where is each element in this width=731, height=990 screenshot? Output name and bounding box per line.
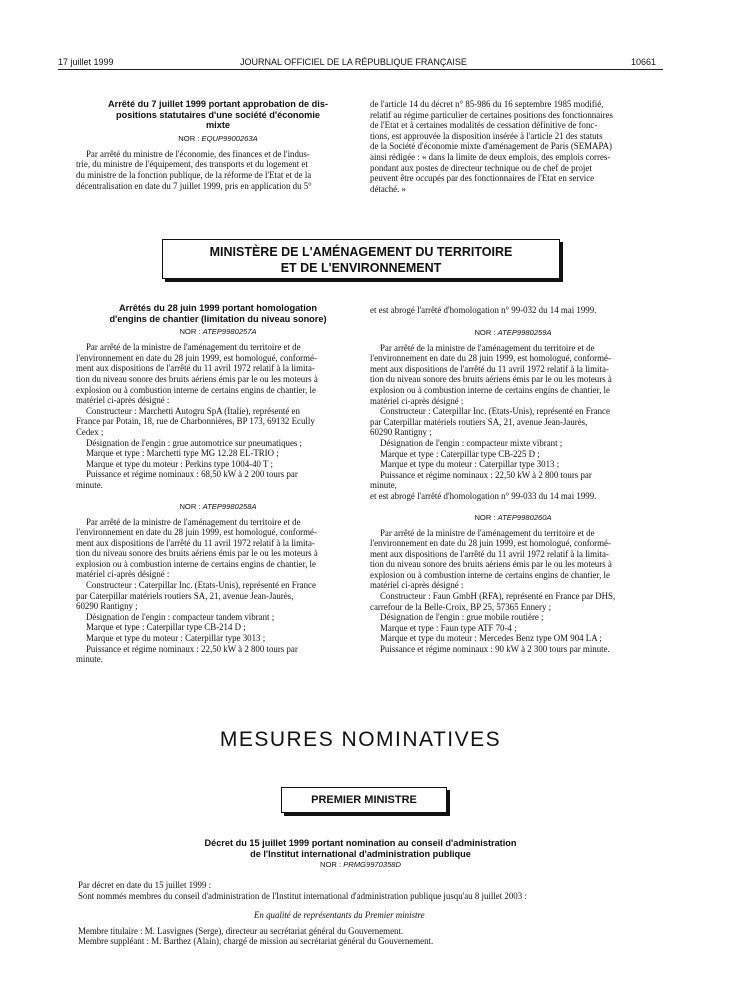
- text-line: matériel ci-après désigné :: [370, 580, 464, 591]
- text-line: de l'article 14 du décret n° 85-986 du 16 septembre 1985 modifié,: [370, 99, 604, 109]
- text-line: l'environnement en date du 28 juin 1999, est homologué, conformé-: [76, 352, 317, 363]
- decret-line-1: Par décret en date du 15 juillet 1999 :: [78, 880, 212, 890]
- homologation-left-column: [76, 303, 360, 665]
- text-line: Désignation de l'engin : compacteur mixte vibrant ;: [380, 437, 563, 448]
- text-line: Désignation de l'engin : grue automotrice sur pneumatiques ;: [86, 437, 303, 448]
- text-line: Cedex ;: [76, 426, 104, 437]
- text-line: l'environnement en date du 28 juin 1999, est homologué, conformé-: [370, 353, 611, 364]
- text-line: de la Société d'économie mixte d'aménagement de Paris (SEMAPA): [370, 141, 612, 152]
- text-line: Puissance et régime nominaux : 90 kW à 2 300 tours par minute.: [380, 644, 610, 655]
- arrete-semapa-left: [76, 99, 360, 191]
- text-line: du ministre de la fonction publique, de la réforme de l'Etat et de la: [76, 169, 312, 180]
- text-line: Marque et type : Marchetti type MG 12.28 EL-TRIO ;: [86, 448, 279, 459]
- header-journal-title: JOURNAL OFFICIEL DE LA RÉPUBLIQUE FRANÇAISE: [240, 57, 467, 67]
- text-line: de l'Etat et à certaines modalités de cessation définitive de fonc-: [370, 120, 598, 131]
- text-line: tion du niveau sonore des bruits aériens émis par le ou les moteurs à: [370, 559, 612, 570]
- homologation-nor-259: NOR : ATEP9980259A: [474, 327, 552, 337]
- text-line: ment aux dispositions de l'arrêté du 11 avril 1972 relatif à la limita-: [370, 548, 609, 559]
- decret-subheading: En qualité de représentants du Premier ministre: [254, 910, 425, 921]
- text-line: Par arrêté du ministre de l'économie, des finances et de l'indus-: [86, 148, 310, 159]
- text-line: ment aux dispositions de l'arrêté du 11 avril 1972 relatif à la limita-: [370, 363, 609, 374]
- text-line: Constructeur : Marchetti Autogru SpA (Italie), représenté en: [86, 405, 300, 416]
- text-line: Constructeur : Faun GmbH (RFA), représenté en France par DHS,: [380, 591, 616, 602]
- header-date: 17 juillet 1999: [58, 57, 114, 67]
- homologation-nor-257: NOR : ATEP9980257A: [179, 327, 257, 337]
- nor-code: ATEP9980258A: [202, 501, 257, 511]
- text-line: ment aux dispositions de l'arrêté du 11 avril 1972 relatif à la limita-: [76, 537, 315, 548]
- homologation-right-column: [370, 305, 656, 655]
- homologation-nor-260: NOR : ATEP9980260A: [474, 512, 552, 522]
- text-line: Constructeur : Caterpillar Inc. (Etats-Unis), représenté en France: [380, 406, 610, 417]
- text-line: et est abrogé l'arrêté d'homologation n° 99-033 du 14 mai 1999.: [370, 490, 597, 501]
- text-line: par Caterpillar matériels routiers SA, 21, avenue Jean-Jaurès,: [76, 590, 294, 601]
- text-line: minute.: [76, 654, 103, 665]
- text-line: matériel ci-après désigné :: [76, 569, 170, 580]
- text-line: relatif au régime particulier de certaines positions des fonctionnaires: [370, 109, 613, 120]
- arrete-semapa-body-right: [370, 99, 656, 194]
- decret-title-1: Décret du 15 juillet 1999 portant nomination au conseil d'administration: [204, 838, 517, 848]
- text-line: peuvent être occupés par des fonctionnaires de l'Etat en service: [370, 173, 595, 184]
- text-line: Marque et type du moteur : Caterpillar type 3013 ;: [380, 459, 560, 470]
- decret-line-2: Sont nommés membres du conseil d'administration de l'Institut international d'administration publique jusqu'au 8 juillet 2003 :: [78, 890, 527, 901]
- text-line: Désignation de l'engin : grue mobile routière ;: [380, 612, 544, 623]
- text-line: matériel ci-après désigné :: [76, 395, 170, 406]
- homologation-block-259: [370, 343, 656, 502]
- premier-ministre-box: PREMIER MINISTRE: [281, 787, 447, 813]
- arrete-semapa-nor-code: EQUP9900263A: [201, 133, 258, 143]
- decret-title-2: de l'Institut international d'administration publique: [250, 848, 471, 859]
- text-line: Marque et type : Caterpillar type CB-214 D ;: [86, 622, 246, 633]
- homologation-block-257: [76, 342, 360, 490]
- nor-code: ATEP9980259A: [497, 327, 552, 337]
- arrete-semapa-body-left: [76, 149, 360, 191]
- text-line: Désignation de l'engin : compacteur tandem vibrant ;: [86, 611, 275, 622]
- text-line: l'environnement en date du 28 juin 1999, est homologué, conformé-: [76, 527, 317, 538]
- text-line: matériel ci-après désigné :: [370, 395, 464, 406]
- text-line: Puissance et régime nominaux : 68,50 kW à 2 200 tours par: [86, 469, 298, 480]
- homologation-right-intro: et est abrogé l'arrêté d'homologation n° 99-032 du 14 mai 1999.: [370, 305, 597, 315]
- ministry-heading-line-1: MINISTÈRE DE L'AMÉNAGEMENT DU TERRITOIRE: [209, 245, 513, 259]
- nor-code: ATEP9980260A: [497, 512, 552, 522]
- arrete-semapa-title-3: mixte: [205, 120, 230, 131]
- arrete-semapa-title-2: positions statutaires d'une société d'économie: [116, 109, 320, 120]
- text-line: minute.: [76, 479, 103, 490]
- decret-nor: NOR : PRMG9970358D: [319, 860, 402, 870]
- arrete-semapa-title-1: Arrêté du 7 juillet 1999 portant approbation de dis-: [107, 99, 329, 109]
- text-line: décentralisation en date du 7 juillet 1999, pris en application du 5°: [76, 180, 312, 191]
- text-line: Constructeur : Caterpillar Inc. (Etats-Unis), représenté en France: [86, 580, 316, 591]
- text-line: 60290 Rantigny ;: [370, 427, 432, 438]
- text-line: Marque et type : Faun type ATF 70-4 ;: [380, 622, 517, 633]
- text-line: pondant aux postes de directeur technique ou de chef de projet: [370, 162, 592, 173]
- homologation-block-258: [76, 517, 360, 665]
- arrete-semapa-nor: NOR : EQUP9900263A: [178, 133, 258, 143]
- text-line: l'environnement en date du 28 juin 1999, est homologué, conformé-: [370, 538, 611, 549]
- text-line: tions, est approuvée la disposition insérée à l'article 21 des statuts: [370, 130, 603, 141]
- text-line: Marque et type du moteur : Mercedes Benz type OM 904 LA ;: [380, 633, 602, 644]
- ministry-heading-box: [162, 239, 560, 279]
- homologation-title-2: d'engins de chantier (limitation du niveau sonore): [109, 313, 327, 324]
- text-line: trie, du ministre de l'équipement, des transports et du logement et: [76, 159, 308, 170]
- text-line: France par Potain, 18, rue de Charbonnières, BP 173, 69132 Ecully: [76, 416, 315, 427]
- text-line: tion du niveau sonore des bruits aériens émis par le ou les moteurs à: [76, 548, 318, 559]
- decret-body: [76, 880, 676, 947]
- text-line: Marque et type : Caterpillar type CB-225 D ;: [380, 448, 540, 459]
- text-line: explosion ou à combustion interne de certains engins de chantier, le: [76, 384, 316, 395]
- text-line: Marque et type du moteur : Caterpillar type 3013 ;: [86, 633, 266, 644]
- text-line: explosion ou à combustion interne de certains engins de chantier, le: [370, 569, 610, 580]
- section-heading-mesures-nominatives: MESURES NOMINATIVES: [219, 728, 502, 751]
- text-line: Puissance et régime nominaux : 22,50 kW à 2 800 tours par: [380, 469, 592, 480]
- text-line: 60290 Rantigny ;: [76, 601, 138, 612]
- text-line: Par arrêté de la ministre de l'aménagement du territoire et de: [86, 516, 301, 527]
- text-line: par Caterpillar matériels routiers SA, 21, avenue Jean-Jaurès,: [370, 416, 588, 427]
- decret-titulaire: Membre titulaire : M. Lasvignes (Serge), directeur au secrétariat général du Gouvernement.: [78, 925, 404, 936]
- text-line: Par arrêté de la ministre de l'aménagement du territoire et de: [380, 342, 595, 353]
- decret-suppleant: Membre suppléant : M. Barthez (Alain), chargé de mission au secrétariat général du Gouvernement.: [78, 936, 434, 947]
- text-line: Par arrêté de la ministre de l'aménagement du territoire et de: [380, 527, 595, 538]
- text-line: Marque et type du moteur : Perkins type 1004-40 T ;: [86, 458, 274, 469]
- ministry-heading-line-2: ET DE L'ENVIRONNEMENT: [280, 261, 442, 275]
- text-line: Puissance et régime nominaux : 22,50 kW à 2 800 tours par: [86, 643, 298, 654]
- text-line: Par arrêté de la ministre de l'aménagement du territoire et de: [86, 342, 301, 353]
- homologation-block-260: [370, 528, 656, 655]
- text-line: minute,: [370, 480, 397, 491]
- text-line: explosion ou à combustion interne de certains engins de chantier, le: [370, 384, 610, 395]
- homologation-nor-258: NOR : ATEP9980258A: [179, 501, 257, 511]
- homologation-title-1: Arrêtés du 28 juin 1999 portant homologation: [118, 303, 318, 313]
- header-page-number: 10661: [631, 57, 657, 67]
- nor-code: PRMG9970358D: [343, 860, 402, 870]
- text-line: explosion ou à combustion interne de certains engins de chantier, le: [76, 558, 316, 569]
- text-line: tion du niveau sonore des bruits aériens émis par le ou les moteurs à: [370, 374, 612, 385]
- text-line: ment aux dispositions de l'arrêté du 11 avril 1972 relatif à la limita-: [76, 363, 315, 374]
- decret-title-block: [58, 838, 663, 869]
- header-rule: [58, 69, 663, 70]
- text-line: tion du niveau sonore des bruits aériens émis par le ou les moteurs à: [76, 373, 318, 384]
- text-line: carrefour de la Belle-Croix, BP 25, 57365 Ennery ;: [370, 601, 552, 612]
- text-line: détaché. »: [370, 183, 406, 194]
- text-line: ainsi rédigée : « dans la limite de deux emplois, des emplois corres-: [370, 151, 611, 162]
- nor-code: ATEP9980257A: [202, 327, 257, 337]
